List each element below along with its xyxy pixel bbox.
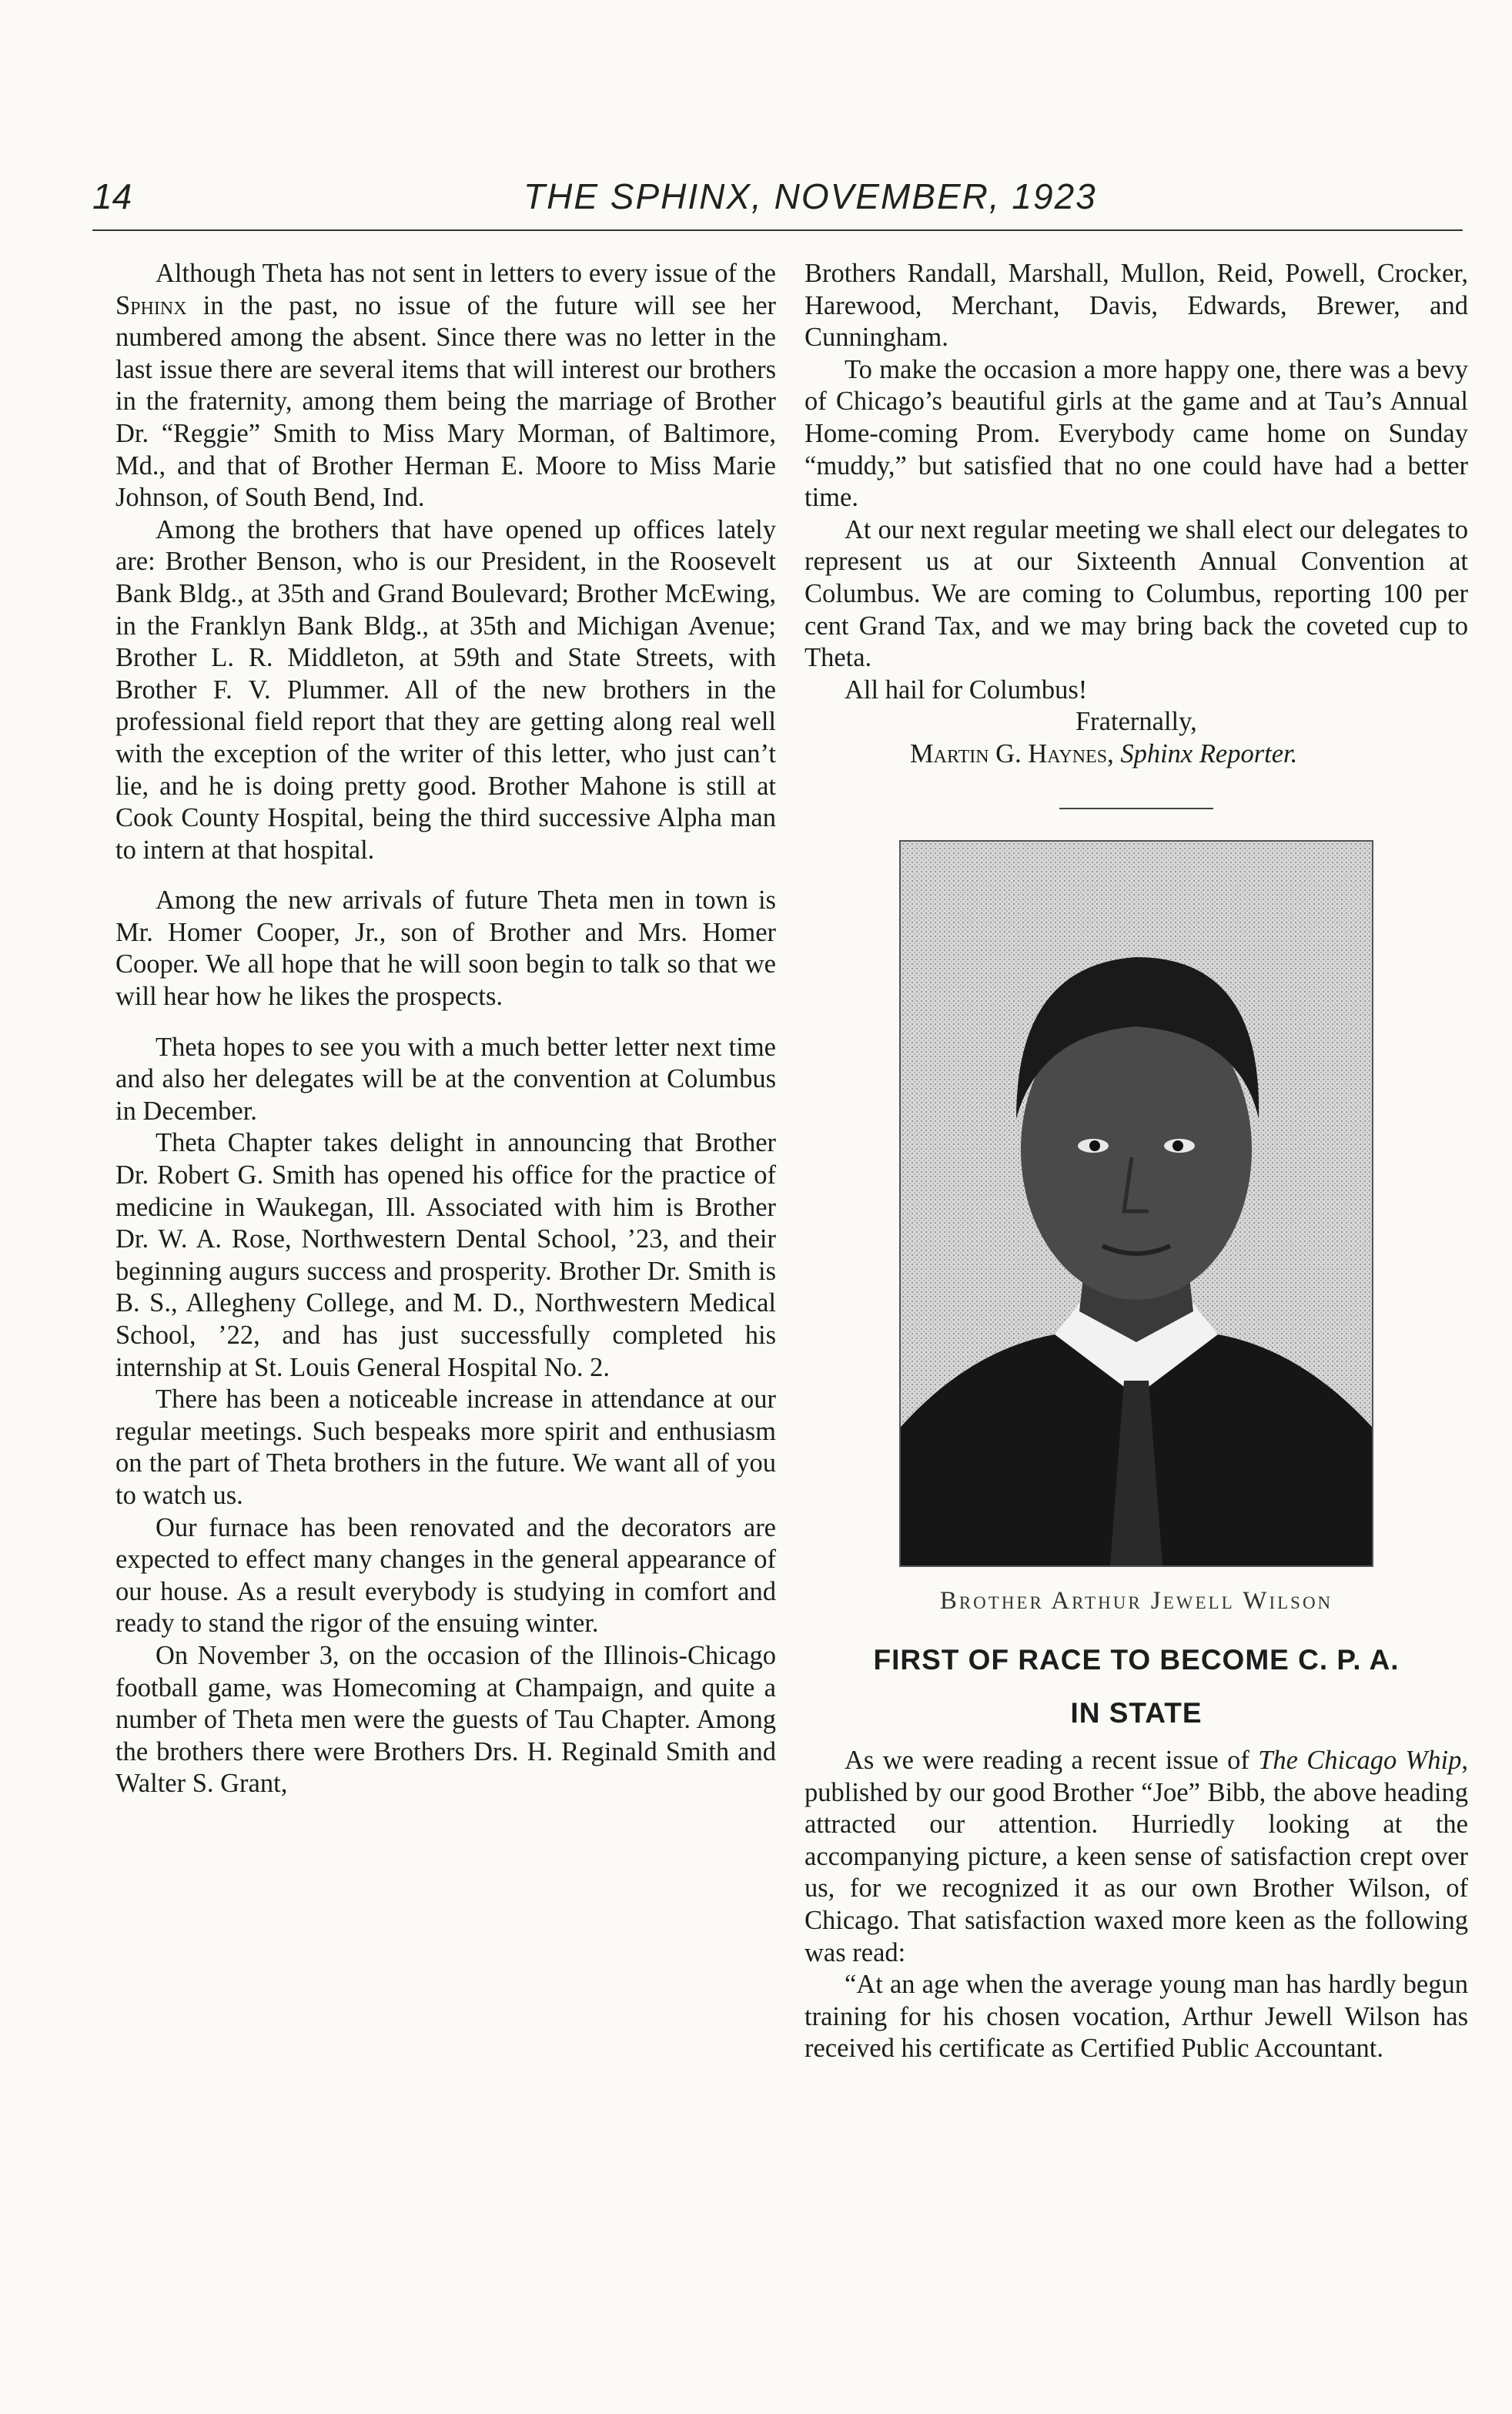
photo-caption: Brother Arthur Jewell Wilson [939,1586,1333,1615]
paragraph-homecoming: On November 3, on the occasion of the Illinois-Chicago football game, was Homecoming at Champaign, and quite a number of Theta men were the guests of Tau Chapter. Among the brothers there were Brothers Drs. H. Reginald Smith and Walter S. Grant, [115,1640,776,1799]
section-divider [1059,808,1213,809]
left-column [115,258,776,1800]
right-column [805,258,1468,2065]
sphinx-name: Sphinx [115,290,187,320]
paragraph-chicago-whip: As we were reading a recent issue of The Chicago Whip, published by our good Brother “Joe” Bibb, the above heading attracted our attention. Hurriedly looking at the accompanying picture, a keen sense of satisfaction crept over us, for we recognized it as our own Brother Wilson, of Chicago. That satisfaction waxed more keen as the following was read: [805,1746,1468,1967]
running-head: THE SPHINX, NOVEMBER, 1923 [524,176,1097,216]
paragraph-dr-smith-office: Theta Chapter takes delight in announcing that Brother Dr. Robert G. Smith has opened his office for the practice of medicine in Waukegan, Ill. Associated with him is Brother Dr. W. A. Rose, Northwestern Dental School, ’23, and their beginning augurs success and prosperity. Brother Dr. Smith is B. S., Allegheny College, and M. D., Northwestern Medical School, ’22, and has just successfully completed his internship at St. Louis General Hospital No. 2. [115,1128,776,1382]
paragraph-cpa-quote: “At an age when the average young man has hardly begun training for his chosen vocation, Arthur Jewell Wilson has received his certificate as Certified Public Accountant. [805,1970,1468,2064]
article-headline-line-1: FIRST OF RACE TO BECOME C. P. A. [873,1644,1400,1676]
paragraph-meetings: There has been a noticeable increase in attendance at our regular meetings. Such bespeaks more spirit and enthusiasm on the part of Theta brothers in the future. We want all of you to watch us. [115,1384,776,1510]
paragraph-convention: At our next regular meeting we shall elect our delegates to represent us at our Sixteenth Annual Convention at Columbus. We are coming to Columbus, reporting 100 per cent Grand Tax, and we may bring back the coveted cup to Theta. [805,514,1468,673]
page-number: 14 [92,176,132,216]
paragraph-furnace: Our furnace has been renovated and the decorators are expected to effect many changes in the general appearance of our house. As a result everybody is studying in comfort and ready to stand the rigor of the ensuing winter. [115,1512,776,1639]
paragraph-new-offices: Among the brothers that have opened up offices lately are: Brother Benson, who is our President, in the Roosevelt Bank Bldg., at 35th and Grand Boulevard; Brother McEwing, in the Franklyn Bank Bldg., at 35th and Michigan Avenue; Brother L. R. Middleton, at 59th and State Streets, with Brother F. V. Plummer. All of the new brothers in the professional field report that they are getting along real well with the exception of the writer of this letter, who just can’t lie, and he is doing pretty good. Brother Mahone is still at Cook County Hospital, being the third successive Alpha man to intern at that hospital. [115,514,776,865]
paragraph-brothers-list: Brothers Randall, Marshall, Mullon, Reid, Powell, Crocker, Harewood, Merchant, Davis, Edwards, Brewer, and Cunningham. [805,259,1468,353]
page-header [92,176,1463,231]
paragraph-prom: To make the occasion a more happy one, there was a bevy of Chicago’s beautiful girls at the game and at Tau’s Annual Home-coming Prom. Everybody came home on Sunday “muddy,” but satisfied that no one could have had a better time. [805,354,1468,513]
portrait-illustration [901,842,1372,1565]
publication-name: The Chicago Whip [1258,1746,1462,1776]
closing-line: All hail for Columbus! [845,675,1088,705]
signature-name: Martin G. Haynes, [910,738,1114,768]
portrait-photo [899,840,1373,1567]
signature-title: Sphinx Reporter. [1120,738,1298,768]
paragraph-next-letter: Theta hopes to see you with a much better letter next time and also her delegates will be at the convention at Columbus in December. [115,1032,776,1126]
fraternally: Fraternally, [1075,707,1197,737]
signature [805,738,1468,771]
paragraph-theta-letters: Although Theta has not sent in letters to every issue of the Sphinx in the past, no issue of the future will see her numbered among the absent. Since there was no letter in the last issue there are several items that will interest our brothers in the fraternity, among them being the marriage of Brother Dr. “Reggie” Smith to Miss Mary Morman, of Baltimore, Md., and that of Brother Herman E. Moore to Miss Marie Johnson, of South Bend, Ind. [115,259,776,513]
paragraph-new-arrivals: Among the new arrivals of future Theta men in town is Mr. Homer Cooper, Jr., son of Brother and Mrs. Homer Cooper. We all hope that he will soon begin to talk so that we will hear how he likes the prospects. [115,886,776,1012]
article-headline-line-2: IN STATE [1070,1697,1203,1729]
